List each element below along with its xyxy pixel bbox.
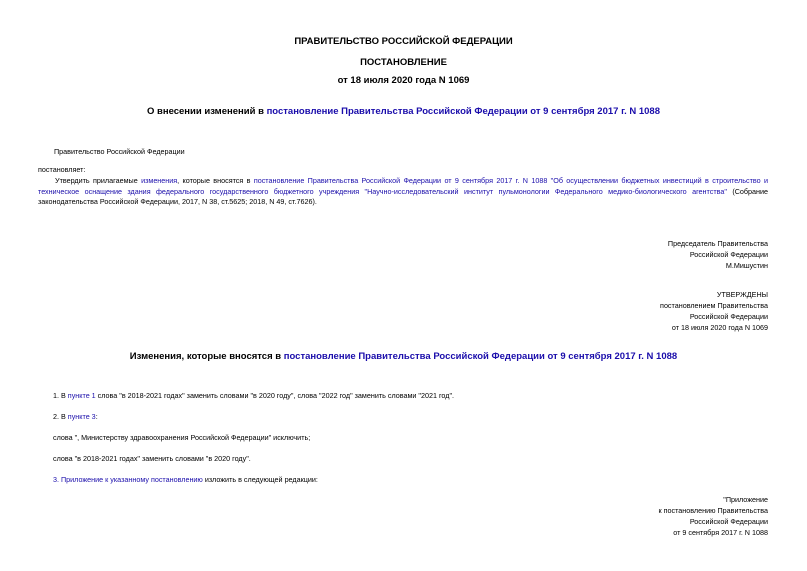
main-text-3: (Собрание законодательства Российской Федерации, 2017, N 38, ст.5625; 2018, N 49, ст.7626).: [38, 186, 768, 206]
change-item-2-text: :: [95, 412, 98, 421]
government-line: Правительство Российской Федерации: [54, 147, 185, 156]
changes-title: [0, 351, 807, 362]
changes-link[interactable]: изменения: [141, 176, 178, 185]
appendix-line-3: Российской Федерации: [689, 517, 768, 526]
approved-line-2: постановлением Правительства: [660, 301, 768, 310]
main-paragraph: [38, 176, 768, 208]
clause-1-link[interactable]: пункте 1: [67, 391, 96, 400]
change-subitem-2: слова "в 2018-2021 годах" заменить словами "в 2020 году".: [53, 454, 251, 463]
appendix-link[interactable]: 3. Приложение к указанному постановлению: [53, 475, 203, 484]
document-title: [0, 106, 807, 117]
resolution-1088-link[interactable]: постановление Правительства Российской Федерации от 9 сентября 2017 г. N 1088 "Об осуществлении бюджетных инвестиций в строительство и техническое оснащение здания федерального государственного бюджетного учреждения "Научно-исследовательский институт пульмонологии Федерального медико-биологического агентства": [38, 176, 768, 196]
appendix-date: от 9 сентября 2017 г. N 1088: [673, 528, 768, 537]
change-item-2-prefix: 2. В: [53, 412, 68, 421]
changes-title-link[interactable]: постановление Правительства Российской Федерации от 9 сентября 2017 г. N 1088: [283, 351, 678, 362]
government-heading: ПРАВИТЕЛЬСТВО РОССИЙСКОЙ ФЕДЕРАЦИИ: [294, 36, 513, 47]
approved-heading: УТВЕРЖДЕНЫ: [716, 290, 768, 299]
document-date-number: от 18 июля 2020 года N 1069: [337, 75, 470, 86]
signature-country: Российской Федерации: [689, 250, 768, 259]
appendix-heading: "Приложение: [723, 495, 768, 504]
document-title-text: О внесении изменений в: [146, 106, 267, 117]
signature-name: М.Мишустин: [725, 261, 768, 270]
approved-date: от 18 июля 2020 года N 1069: [671, 323, 768, 332]
approved-line-3: Российской Федерации: [689, 312, 768, 321]
document-title-link[interactable]: постановление Правительства Российской Федерации от 9 сентября 2017 г. N 1088: [266, 106, 661, 117]
change-item-3: [53, 475, 318, 486]
change-item-1: [53, 391, 454, 402]
resolves-line: постановляет:: [38, 165, 86, 174]
main-text-1: Утвердить прилагаемые: [55, 176, 142, 185]
change-item-1-prefix: 1. В: [53, 391, 68, 400]
change-item-1-text: слова "в 2018-2021 годах" заменить словами "в 2020 году", слова "2022 год" заменить словами "2021 год".: [95, 391, 455, 400]
appendix-line-2: к постановлению Правительства: [658, 506, 768, 515]
change-subitem-1: слова ", Министерству здравоохранения Российской Федерации" исключить;: [53, 433, 311, 442]
changes-title-text: Изменения, которые вносятся в: [129, 351, 284, 362]
main-text-2: , которые вносятся в: [177, 176, 254, 185]
change-item-2: [53, 412, 98, 423]
signature-title: Председатель Правительства: [667, 239, 768, 248]
document-type-heading: ПОСТАНОВЛЕНИЕ: [360, 57, 447, 68]
change-item-3-text: изложить в следующей редакции:: [202, 475, 318, 484]
clause-3-link[interactable]: пункте 3: [67, 412, 96, 421]
